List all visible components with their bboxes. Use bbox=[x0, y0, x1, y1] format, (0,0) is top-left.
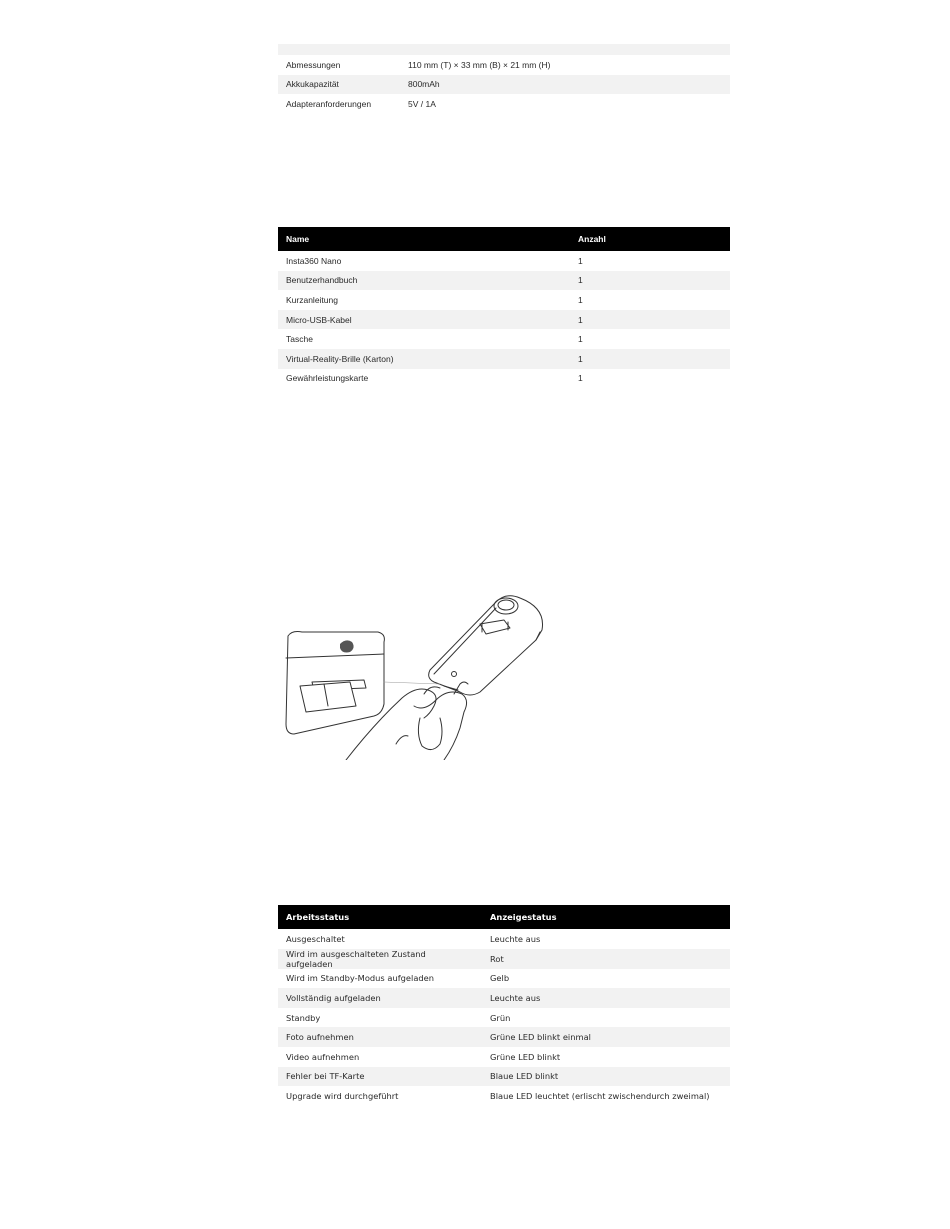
table-row bbox=[278, 271, 730, 291]
column-header-indicator-status: Anzeigestatus bbox=[482, 905, 730, 929]
package-contents-table bbox=[278, 227, 730, 388]
table-row bbox=[278, 55, 730, 75]
spec-value: 110 mm (T) × 33 mm (B) × 21 mm (H) bbox=[400, 55, 730, 75]
item-count: 1 bbox=[570, 271, 730, 291]
spec-key: Abmessungen bbox=[278, 55, 400, 75]
table-row bbox=[278, 310, 730, 330]
item-count: 1 bbox=[570, 349, 730, 369]
table-row bbox=[278, 1067, 730, 1087]
table-row bbox=[278, 1027, 730, 1047]
working-status: Upgrade wird durchgeführt bbox=[278, 1086, 482, 1106]
item-name: Tasche bbox=[278, 329, 570, 349]
table-row bbox=[278, 1047, 730, 1067]
indicator-status: Grüne LED blinkt bbox=[482, 1047, 730, 1067]
item-name: Kurzanleitung bbox=[278, 290, 570, 310]
working-status: Foto aufnehmen bbox=[278, 1027, 482, 1047]
working-status: Video aufnehmen bbox=[278, 1047, 482, 1067]
item-name: Virtual-Reality-Brille (Karton) bbox=[278, 349, 570, 369]
indicator-status-table bbox=[278, 905, 730, 1106]
column-header-count: Anzahl bbox=[570, 227, 730, 251]
item-name: Gewährleistungskarte bbox=[278, 369, 570, 389]
item-count: 1 bbox=[570, 369, 730, 389]
indicator-status: Leuchte aus bbox=[482, 988, 730, 1008]
table-row bbox=[278, 929, 730, 949]
indicator-status: Leuchte aus bbox=[482, 929, 730, 949]
table-row bbox=[278, 949, 730, 969]
table-row bbox=[278, 1086, 730, 1106]
table-header-row bbox=[278, 905, 730, 929]
indicator-status: Grün bbox=[482, 1008, 730, 1028]
working-status: Vollständig aufgeladen bbox=[278, 988, 482, 1008]
indicator-status: Blaue LED leuchtet (erlischt zwischendurch zweimal) bbox=[482, 1086, 730, 1106]
table-row bbox=[278, 369, 730, 389]
indicator-status: Gelb bbox=[482, 969, 730, 989]
table-row bbox=[278, 349, 730, 369]
table-row bbox=[278, 329, 730, 349]
indicator-status: Rot bbox=[482, 949, 730, 969]
specs-table bbox=[278, 44, 730, 114]
tf-card-insertion-illustration bbox=[284, 594, 550, 760]
spec-value: 5V / 1A bbox=[400, 94, 730, 114]
spec-key: Adapteranforderungen bbox=[278, 94, 400, 114]
table-row bbox=[278, 1008, 730, 1028]
working-status: Ausgeschaltet bbox=[278, 929, 482, 949]
item-name: Insta360 Nano bbox=[278, 251, 570, 271]
indicator-status: Grüne LED blinkt einmal bbox=[482, 1027, 730, 1047]
working-status: Wird im Standby-Modus aufgeladen bbox=[278, 969, 482, 989]
item-count: 1 bbox=[570, 251, 730, 271]
working-status: Standby bbox=[278, 1008, 482, 1028]
table-header-row bbox=[278, 227, 730, 251]
spec-key: Akkukapazität bbox=[278, 75, 400, 95]
spec-value: 800mAh bbox=[400, 75, 730, 95]
table-row bbox=[278, 969, 730, 989]
column-header-working-status: Arbeitsstatus bbox=[278, 905, 482, 929]
item-name: Benutzerhandbuch bbox=[278, 271, 570, 291]
table-row bbox=[278, 988, 730, 1008]
column-header-name: Name bbox=[278, 227, 570, 251]
table-row bbox=[278, 290, 730, 310]
working-status: Fehler bei TF-Karte bbox=[278, 1067, 482, 1087]
table-row bbox=[278, 251, 730, 271]
item-count: 1 bbox=[570, 290, 730, 310]
item-count: 1 bbox=[570, 310, 730, 330]
table-row bbox=[278, 44, 730, 55]
table-row bbox=[278, 75, 730, 95]
table-row bbox=[278, 94, 730, 114]
indicator-status: Blaue LED blinkt bbox=[482, 1067, 730, 1087]
item-name: Micro-USB-Kabel bbox=[278, 310, 570, 330]
working-status: Wird im ausgeschalteten Zustand aufgeladen bbox=[278, 949, 482, 969]
item-count: 1 bbox=[570, 329, 730, 349]
